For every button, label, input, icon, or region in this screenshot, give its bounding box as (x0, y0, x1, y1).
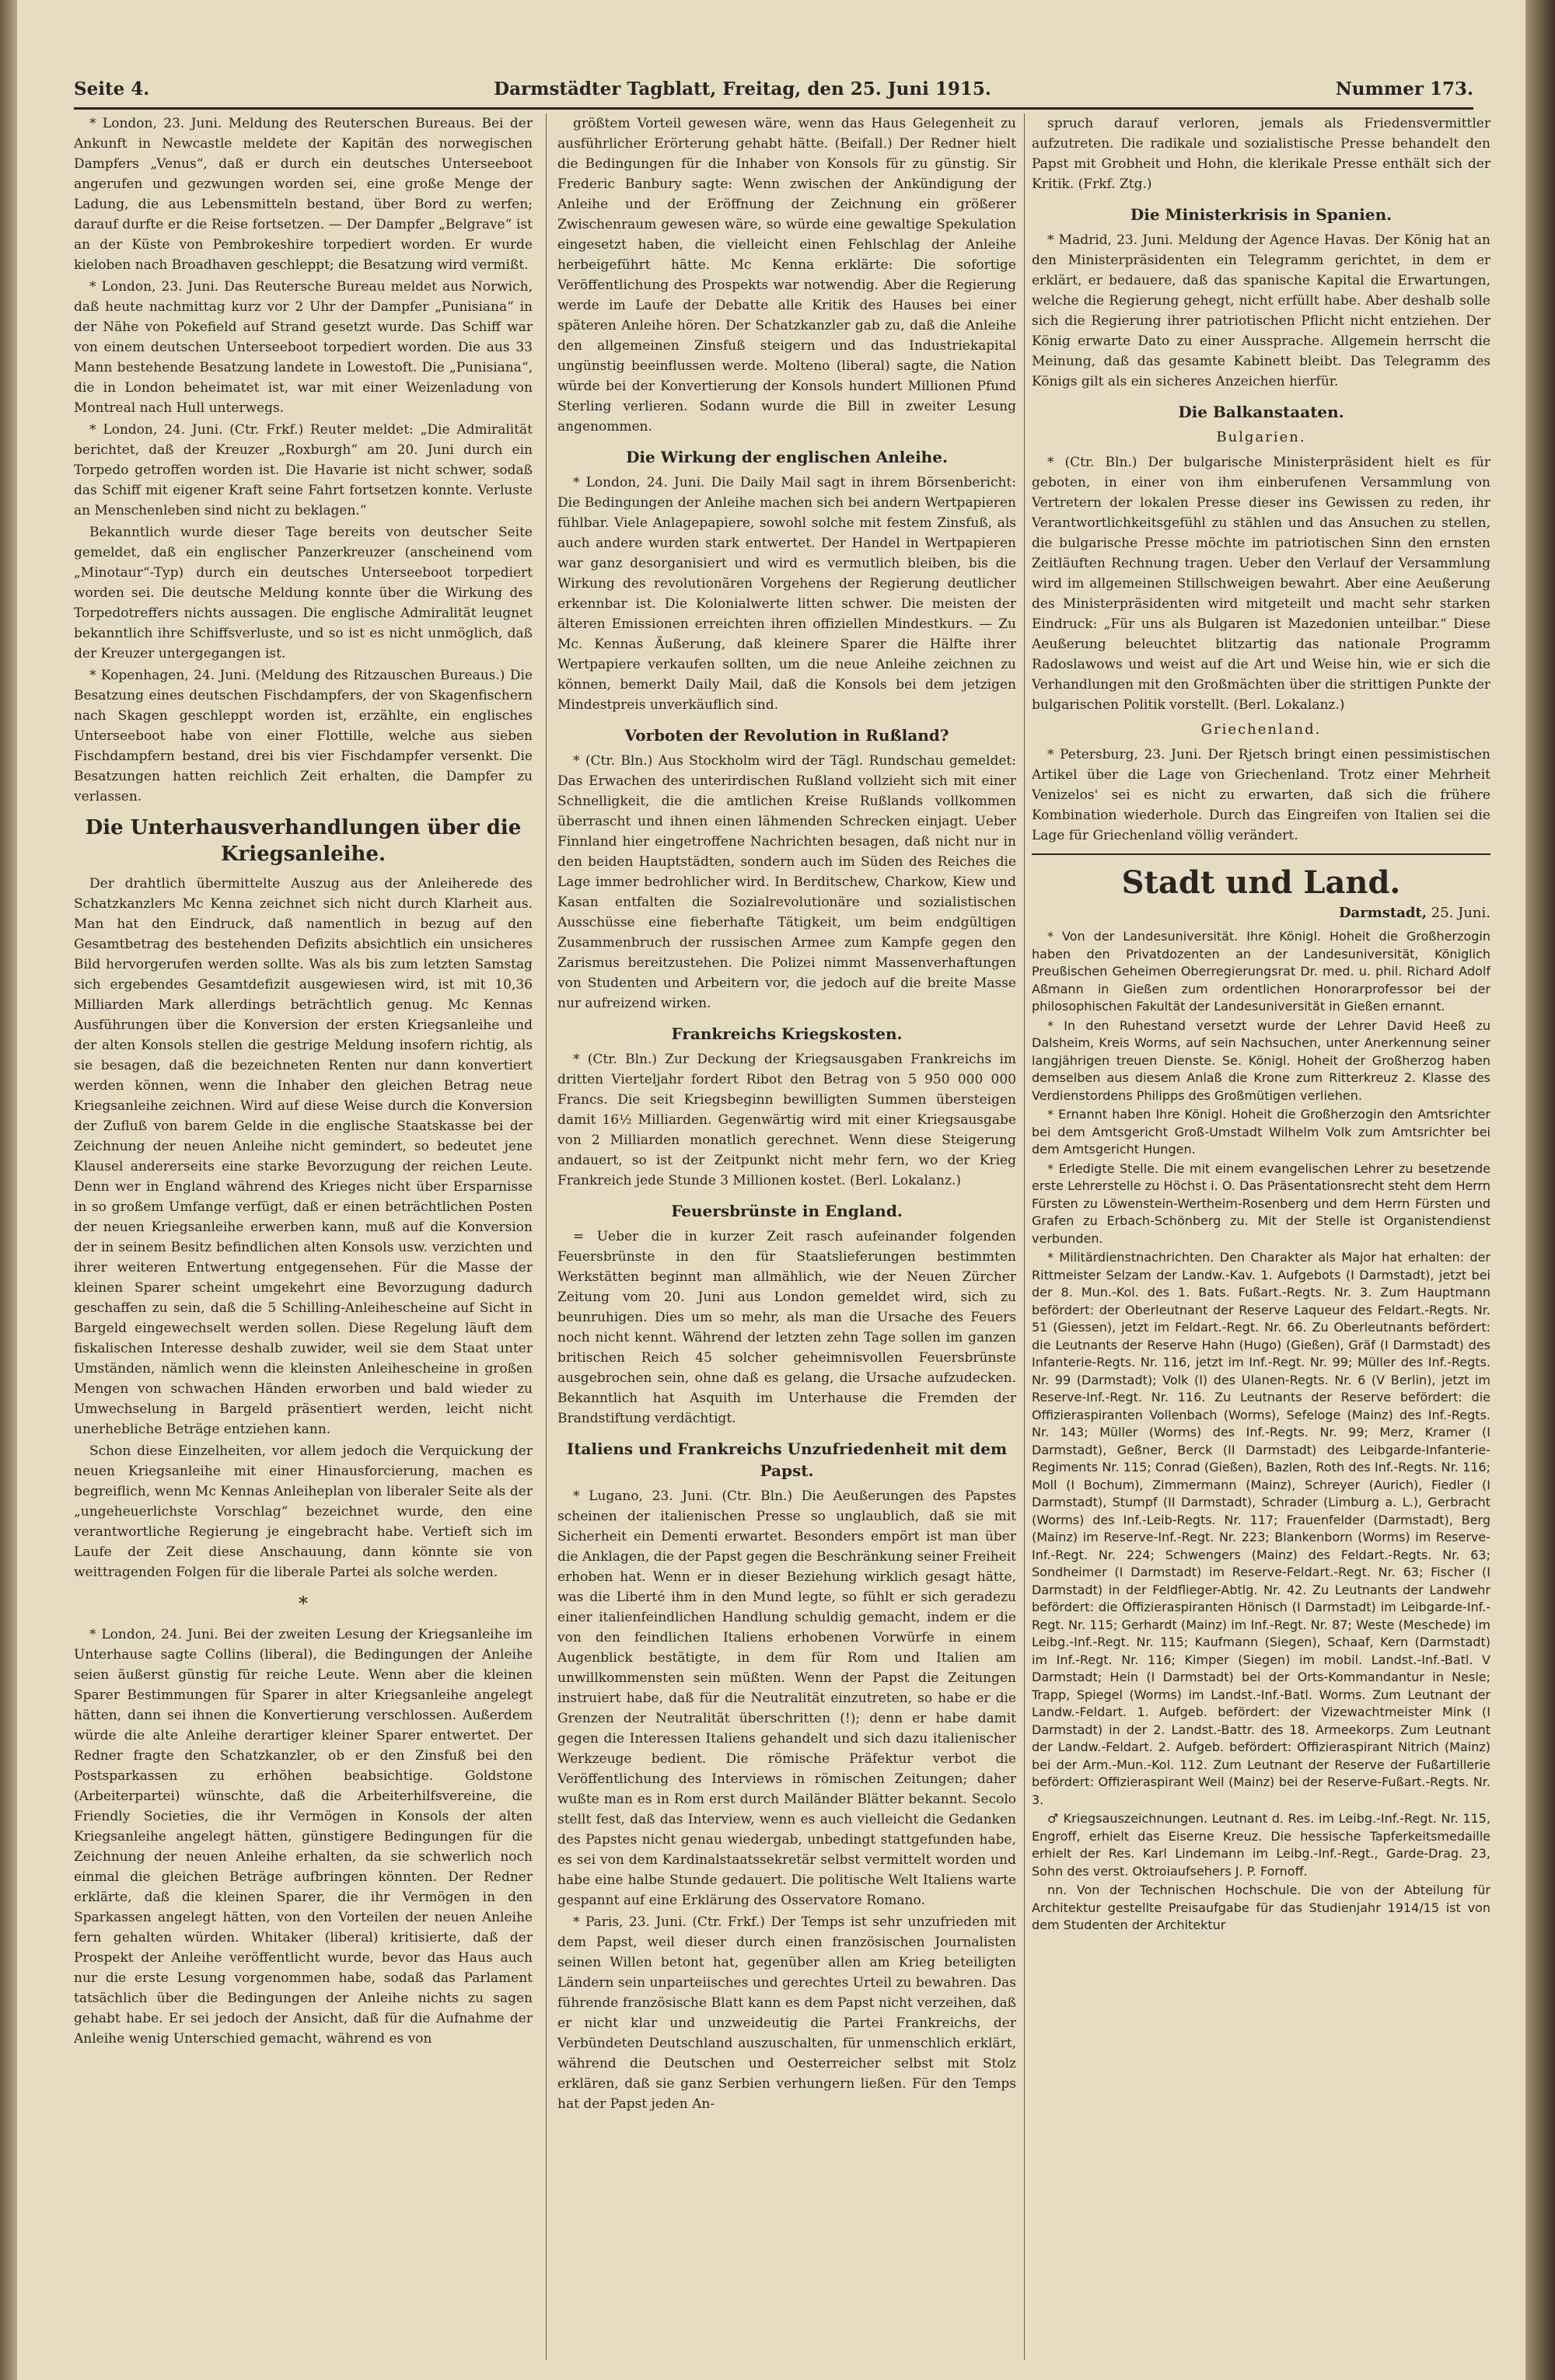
column-1 (74, 113, 533, 2368)
local-news (1032, 928, 1490, 1935)
article-paragraph: * (Ctr. Bln.) Aus Stockholm wird der Tägl. Rundschau gemeldet: Das Erwachen des unterirdischen Rußland vollzieht sich mit einer Schnelligkeit, die die amtlichen Kreise Rußlands vollkommen überrascht und ihnen einen lähmenden Schrecken einjagt. Ueber Finnland hier eingetroffene Nachrichten besagen, daß nicht nur in den beiden Hauptstädten, sondern auch im Süden des Reiches die Lage immer bedrohlicher wird. In Berditschew, Charkow, Kiew und Kasan entfalten die Sozialrevolutionäre und sozialistischen Ausschüsse eine fieberhafte Tätigkeit, um beim endgültigen Zusammenbruch der russischen Armee zum Kampfe gegen den Zarismus bereitzustehen. Die Polizei nimmt Massenverhaftungen von Studenten und Arbeitern vor, die jedoch auf die breite Masse nur aufreizend wirken. (557, 753, 1016, 1011)
column-divider (546, 113, 547, 2360)
article-paragraph: * London, 23. Juni. Das Reutersche Bureau meldet aus Norwich, daß heute nachmittag kurz vor 2 Uhr der Dampfer „Punisiana“ in der Nähe von Pokefield auf Strand gesetzt wurde. Das Schiff war von einem deutschen Unterseeboot torpediert worden. Die aus 33 Mann bestehende Besatzung landete in Lowestoft. Die „Punisiana“, die in London beheimatet ist, war mit einer Weizenladung von Montreal nach Hull unterwegs. (74, 279, 533, 416)
section-title: Stadt und Land. (1121, 864, 1401, 901)
article-paragraph: * London, 24. Juni. Bei der zweiten Lesung der Kriegsanleihe im Unterhause sagte Collins (liberal), die Bedingungen der Anleihe seien äußerst günstig für reiche Leute. Wenn aber die kleinen Sparer Bestimmungen für Sparer in alter Kriegsanleihe angelegt hätten, dann sei ihnen die Konvertierung verschlossen. Außerdem würde die alte Anleihe derartiger kleiner Sparer entwertet. Der Redner fragte den Schatzkanzler, ob er den Zinsfuß bei den Postsparkassen zu erhöhen beabsichtige. Goldstone (Arbeiterpartei) wünschte, daß die Arbeiterhilfsvereine, die Friendly Societies, die ihr Vermögen in Konsols der alten Kriegsanleihe angelegt hätten, günstigere Bedingungen für die Zeichnung der neuen Anleihe erhalten, da sie schwerlich noch einmal die gleichen Beträge aufbringen könnten. Der Redner erklärte, daß die kleinen Sparer, die ihr Vermögen in den Sparkassen angelegt hätten, von den Vorteilen der neuen Anleihe fern gehalten würden. Whitaker (liberal) kritisierte, daß der Prospekt der Anleihe veröffentlicht wurde, bevor das Haus auch nur die erste Lesung vorgenommen habe, sodaß das Parlament tatsächlich über die Bedingungen der Anleihe nichts zu sagen gehabt habe. Er sei jedoch der Ansicht, daß für die Aufnahme der Anleihe wenig Unterschied gemacht, während es von (74, 1627, 533, 2047)
article-paragraph: größtem Vorteil gewesen wäre, wenn das Haus Gelegenheit zu ausführlicher Erörterung gehabt hätte. (Beifall.) Der Redner hielt die Bedingungen für die Inhaber von Konsols für zu günstig. Sir Frederic Banbury sagte: Wenn zwischen der Ankündigung der Anleihe und der Eröffnung der Zeichnung ein größerer Zwischenraum gewesen wäre, so würde eine gewaltige Spekulation eingesetzt haben, die vielleicht einen Fehlschlag der Anleihe herbeigeführt hätte. Mc Kenna erklärte: Die sofortige Veröffentlichung des Prospekts war notwendig. Aber die Regierung werde im Laufe der Debatte alle Kritik des Hauses bei einer späteren Anleihe hören. Der Schatzkanzler gab zu, daß die Anleihe den allgemeinen Zinsfuß steigern und das Industriekapital ungünstig beeinflussen werde. Molteno (liberal) sagte, die Nation würde bei der Konvertierung der Konsols hundert Millionen Pfund Sterling verlieren. Sodann wurde die Bill in zweiter Lesung angenommen. (557, 116, 1016, 434)
section-rule (1032, 853, 1490, 855)
article-heading: Die Balkanstaaten. (1178, 403, 1344, 421)
article-paragraph: * Erledigte Stelle. Die mit einem evangelischen Lehrer zu besetzende erste Lehrerstelle zu Höchst i. O. Das Präsentationsrecht steht dem Herrn Fürsten zu Löwenstein-Wertheim-Rosenberg und dem Herrn Fürsten und Grafen zu Erbach-Schönberg zu. Mit der Stelle ist Organistendienst verbunden. (1032, 1160, 1490, 1246)
article-heading: Die Ministerkrisis in Spanien. (1130, 205, 1393, 224)
masthead-rule (74, 107, 1473, 110)
article-heading: Die Unterhausverhandlungen über die Kriegsanleihe. (85, 816, 522, 866)
article-paragraph: * Von der Landesuniversität. Ihre Königl. Hoheit die Großherzogin haben den Privatdozenten an der Landesuniversität, Königlich Preußischen Geheimen Oberregierungsrat Dr. med. u. phil. Richard Adolf Aßmann in Gießen zum ordentlichen Honorarprofessor bei der philosophischen Fakultät der Landesuniversität in Gießen ernannt. (1032, 929, 1490, 1014)
article-heading: Italiens und Frankreichs Unzufriedenheit mit dem Papst. (566, 1440, 1008, 1480)
subheading: Griechenland. (1200, 721, 1322, 738)
article-paragraph: * (Ctr. Bln.) Zur Deckung der Kriegsausgaben Frankreichs im dritten Vierteljahr fordert Ribot den Betrag von 5 950 000 000 Francs. Die seit Kriegsbeginn bewilligten Summen übersteigen damit 16½ Milliarden. Gegenwärtig wird mit einer Kriegsausgabe von 2 Milliarden monatlich gerechnet. Wenn diese Steigerung andauert, so ist der Zeitpunkt nicht mehr fern, wo der Krieg Frankreich jede Stunde 3 Millionen kostet. (Berl. Lokalanz.) (557, 1052, 1016, 1188)
subheading: Bulgarien. (1216, 429, 1306, 445)
page-binding-edge (0, 0, 17, 2380)
article-paragraph: Schon diese Einzelheiten, vor allem jedoch die Verquickung der neuen Kriegsanleihe mit einer Hinausforcierung, machen es begreiflich, wenn Mc Kennas Anleiheplan von liberaler Seite als der „ungeheuerlichste Vorschlag“ bezeichnet wurde, den eine verantwortliche Regierung je eingebracht habe. Vertieft sich im Laufe der Zeit diese Anschauung, dann könnte sie von weittragenden Folgen für die liberale Partei als solche werden. (74, 1443, 533, 1580)
column-3 (1032, 113, 1490, 2368)
article-paragraph: * Ernannt haben Ihre Königl. Hoheit die Großherzogin den Amtsrichter bei dem Amtsgericht Groß-Umstadt Wilhelm Volk zum Amtsrichter bei dem Amtsgericht Hungen. (1032, 1107, 1490, 1157)
article-heading: Die Wirkung der englischen Anleihe. (626, 448, 948, 466)
article-paragraph: * Kopenhagen, 24. Juni. (Meldung des Ritzauschen Bureaus.) Die Besatzung eines deutschen Fischdampfers, der von Skagenfischern nach Skagen geschleppt worden ist, erzählte, ein englisches Unterseeboot habe von einer Flottille, welche aus sieben Fischdampfern bestand, drei bis vier Fischdampfer versenkt. Die Besatzungen hatten reichlich Zeit erhalten, die Dampfer zu verlassen. (74, 668, 533, 804)
article-paragraph: * Petersburg, 23. Juni. Der Rjetsch bringt einen pessimistischen Artikel über die Lage von Griechenland. Trotz einer Mehrheit Venizelos' sei es nicht zu erwarten, daß sich die frühere Kombination wiederhole. Durch das Eingreifen von Italien sei die Lage für Griechenland völlig verändert. (1032, 747, 1490, 843)
dateline-date: 25. Juni. (1431, 905, 1490, 921)
masthead (74, 72, 1473, 106)
article-paragraph: * Lugano, 23. Juni. (Ctr. Bln.) Die Aeußerungen des Papstes scheinen der italienischen Presse so unglaublich, daß sie mit Sicherheit ein Dementi erwartet. Besonders empört ist man über die Anklagen, die der Papst gegen die Beschränkung seiner Freiheit erhoben hat. Wenn er in dieser Beziehung wirklich gesagt hätte, was die Liberté ihm in den Mund legte, so fühlt er sich geradezu einer italienfeindlichen Handlung schuldig gemacht, indem er die von den feindlichen Italiens erhobenen Vorwürfe in einem Augenblick bestätigte, in dem für Rom und Italien am unwillkommensten sein müßten. Wenn der Papst die Zeitungen instruiert habe, daß für die Neutralität einzutreten, so habe er die Grenzen der Neutralität überschritten (!); denn er habe damit gegen die Interessen Italiens gehandelt und sich dazu italienischer Werkzeuge bedient. Die römische Präfektur verbot die Veröffentlichung des Interviews in römischen Zeitungen; daher wußte man es in Rom erst durch Mailänder Blätter bekannt. Secolo stellt fest, daß das Interview, wenn es auch vielleicht die Gedanken des Papstes nicht genau wiedergab, unbedingt stattgefunden habe, es sei von dem Kardinalstaatssekretär selbst vermittelt worden und habe eine halbe Stunde gedauert. Die politische Welt Italiens warte gespannt auf eine Erklärung des Osservatore Romano. (557, 1488, 1016, 1908)
article-paragraph: spruch darauf verloren, jemals als Friedensvermittler aufzutreten. Die radikale und sozialistische Presse behandelt den Papst mit Grobheit und Hohn, die klerikale Presse enthält sich der Kritik. (Frkf. Ztg.) (1032, 116, 1490, 192)
article-paragraph: * Madrid, 23. Juni. Meldung der Agence Havas. Der König hat an den Ministerpräsidenten ein Telegramm gerichtet, in dem er erklärt, er bedauere, daß das spanische Kapital die Erwartungen, welche die Regierung gehegt, nicht erfüllt habe. Aber deshalb solle sich die Regierung ihrer patriotischen Pflicht nicht entziehen. Der König erwarte Dato zu einer Aussprache. Allgemein herrscht die Meinung, daß das gesamte Kabinett bleibt. Das Telegramm des Königs gilt als ein sicheres Anzeichen hierfür. (1032, 232, 1490, 389)
article-paragraph: Der drahtlich übermittelte Auszug aus der Anleiherede des Schatzkanzlers Mc Kenna zeichnet sich nicht durch Klarheit aus. Man hat den Eindruck, daß namentlich in bezug auf den Gesamtbetrag des bestehenden Defizits absichtlich ein unsicheres Bild hervorgerufen werden sollte. Was als bis zum letzten Samstag sich ergebendes Gesamtdefizit ausgewiesen wird, ist mit 10,36 Milliarden Mark allerdings beträchtlich genug. Mc Kennas Ausführungen über die Konversion der ersten Kriegsanleihe und der alten Konsols stellen die gestrige Meldung insofern richtig, als sie besagen, daß die bezeichneten Renten nur dann konvertiert werden können, wenn die Inhaber den gleichen Betrag neue Kriegsanleihe zeichnen. Wird auf diese Weise durch die Konversion der Zufluß von barem Gelde in die englische Staatskasse bei der Zeichnung der neuen Anleihe nicht gemindert, so bedeutet jene Klausel andererseits eine starke Bevorzugung der reichen Leute. Denn wer in England während des Krieges nicht über Ersparnisse in so großem Umfange verfügt, daß er einen beträchtlichen Posten der neuen Kriegsanleihe erwerben kann, muß auf die Konversion der in seinem Besitz befindlichen alten Konsols usw. verzichten und ihrer weiteren Entwertung entgegensehen. Für die Masse der kleinen Sparer scheint umgekehrt eine Bevorzugung dadurch geschaffen zu sein, daß die 5 Schilling-Anleihescheine auf Sicht in Bargeld eingewechselt werden sollen. Diese Regelung läuft dem fiskalischen Interesse deshalb zuwider, weil sie dem Staat unter Umständen, nämlich wenn die kleinsten Anleihescheine in großen Mengen von schwachen Händen erworben und bald wieder zu Umwechselung in Bargeld präsentiert werden, leicht nicht unerhebliche Beträge entziehen kann. (74, 876, 533, 1437)
article-paragraph: * In den Ruhestand versetzt wurde der Lehrer David Heeß zu Dalsheim, Kreis Worms, auf sein Nachsuchen, unter Anerkennung seiner langjährigen treuen Dienste. Se. Königl. Hoheit der Großherzog haben demselben aus diesem Anlaß die Krone zum Ritterkreuz 2. Klasse des Verdienstordens Philipps des Großmütigen verliehen. (1032, 1017, 1490, 1103)
article-paragraph: * London, 24. Juni. (Ctr. Frkf.) Reuter meldet: „Die Admiralität berichtet, daß der Kreuzer „Roxburgh“ am 20. Juni durch ein Torpedo getroffen worden ist. Die Havarie ist nicht schwer, sodaß das Schiff mit eigener Kraft seine Fahrt fortsetzen konnte. Verluste an Menschenleben sind nicht zu beklagen.“ (74, 422, 533, 518)
page-outer-edge (1525, 0, 1555, 2380)
article-paragraph: ♂ Kriegsauszeichnungen. Leutnant d. Res. im Leibg.-Inf.-Regt. Nr. 115, Engroff, erhielt das Eiserne Kreuz. Die hessische Tapferkeitsmedaille erhielt der Res. Karl Lindemann im Leibg.-Inf.-Regt., Garde-Drag. 23, Sohn des verst. Oktroiaufsehers J. P. Fornoff. (1032, 1811, 1490, 1879)
dateline (1032, 903, 1490, 923)
article-paragraph: = Ueber die in kurzer Zeit rasch aufeinander folgenden Feuersbrünste in den für Staatslieferungen bestimmten Werkstätten beginnt man allmählich, wie der Neuen Zürcher Zeitung vom 20. Juni aus London gemeldet wird, sich zu beunruhigen. Dies um so mehr, als man die Ursache des Feuers noch nicht kennt. Während der letzten zehn Tage sollen im ganzen britischen Reich 45 solcher geheimnisvollen Feuersbrünste ausgebrochen sein, ohne daß es gelang, die Ursache aufzudecken. Bekanntlich hat Asquith im Unterhause die Fremden der Brandstiftung verdächtigt. (557, 1229, 1016, 1426)
page-number: Seite 4. (74, 78, 150, 99)
article-heading: Feuersbrünste in England. (671, 1202, 903, 1220)
article-paragraph: nn. Von der Technischen Hochschule. Die von der Abteilung für Architektur gestellte Preisaufgabe für das Studienjahr 1914/15 ist von dem Studenten der Architektur (1032, 1883, 1490, 1932)
column-2 (557, 113, 1016, 2368)
article-heading: Vorboten der Revolution in Rußland? (624, 726, 949, 745)
article-heading: Frankreichs Kriegskosten. (671, 1024, 903, 1043)
newspaper-title: Darmstädter Tagblatt, Freitag, den 25. Juni 1915. (494, 78, 991, 99)
column-divider (1024, 113, 1025, 2360)
issue-number: Nummer 173. (1335, 78, 1473, 99)
article-paragraph: * Paris, 23. Juni. (Ctr. Frkf.) Der Temps ist sehr unzufrieden mit dem Papst, weil dieser durch einen französischen Journalisten seinen Willen betont hat, gegenüber allen am Krieg beteiligten Ländern sein unparteiisches und gerechtes Urteil zu bewahren. Das führende französische Blatt kann es dem Papst nicht verzeihen, daß er nicht klar und unzweideutig die Partei Frankreichs, der Verbündeten Deutschland auszuschalten, für unmenschlich erklärt, während die Deutschen und Oesterreicher selbst mit Stolz erklären, daß sie ganz Serbien verhungern ließen. Für den Temps hat der Papst jeden An- (557, 1914, 1016, 2112)
dateline-place: Darmstadt, (1338, 905, 1427, 921)
article-paragraph: * Militärdienstnachrichten. Den Charakter als Major hat erhalten: der Rittmeister Selzam der Landw.-Kav. 1. Aufgebots (I Darmstadt), jetzt bei der 8. Mun.-Kol. des 1. Bats. Fußart.-Regts. Nr. 3. Zum Hauptmann befördert: der Oberleutnant der Reserve Laqueur des Feldart.-Regts. Nr. 51 (Giessen), jetzt im Feldart.-Regt. Nr. 66. Zu Oberleutnants befördert: die Leutnants der Reserve Hahn (Hugo) (Gießen), Gräf (I Darmstadt) des Infanterie-Regts. Nr. 116, jetzt im Inf.-Regt. Nr. 99; Müller des Inf.-Regts. Nr. 99 (Darmstadt); Volk (I) des Ulanen-Regts. Nr. 6 (V Berlin), jetzt im Reserve-Inf.-Regt. Nr. 116. Zu Leutnants der Reserve befördert: die Offizieraspiranten Vollenbach (Worms), Sefeloge (Mainz) des Inf.-Regts. Nr. 143; Müller (Worms) des Inf.-Regts. Nr. 99; Merz, Kramer (I Darmstadt), Geßner, Berck (II Darmstadt) des Leibgarde-Infanterie-Regiments Nr. 115; Conrad (Gießen), Bazlen, Roth des Inf.-Regts. Nr. 116; Moll (I Bochum), Zimmermann (Mainz), Schreyer (Aurich), Fiedler (I Darmstadt), Stumpf (II Darmstadt), Schrader (Limburg a. L.), Gerbracht (Worms) des Inf.-Leib-Regts. Nr. 117; Frauenfelder (Darmstadt), Berg (Mainz) im Reserve-Inf.-Regt. Nr. 223; Blankenborn (Worms) im Reserve-Inf.-Regt. Nr. 224; Schwengers (Mainz) des Feldart.-Regts. Nr. 63; Sondheimer (I Darmstadt) im Reserve-Feldart.-Regt. Nr. 63; Fischer (I Darmstadt) in der Feldflieger-Abtlg. Nr. 42. Zu Leutnants der Landwehr befördert: die Offizieraspiranten Hönisch (I Darmstadt) im Leibgarde-Inf.-Regt. Nr. 115; Gerhardt (Mainz) im Inf.-Regt. Nr. 87; Weste (Meschede) im Leibg.-Inf.-Regt. Nr. 115; Kaufmann (Siegen), Schaaf, Kern (Darmstadt) im Inf.-Regt. Nr. 116; Kimper (Siegen) im mobil. Landst.-Inf.-Batl. V Darmstadt; Hein (I Darmstadt) bei der Orts-Kommandantur in Nesle; Trapp, Spiegel (Worms) im Landst.-Inf.-Batl. Worms. Zum Leutnant der Landw.-Feldart. 1. Aufgeb. befördert: der Vizewachtmeister Mink (I Darmstadt) in der 2. Landst.-Battr. des 18. Armeekorps. Zum Leutnant der Landw.-Feldart. 2. Aufgeb. befördert: Offizieraspirant Nitrich (Mainz) bei der Arm.-Mun.-Kol. 112. Zum Leutnant der Reserve der Fußartillerie befördert: Offizieraspirant Weil (Mainz) bei der Reserve-Fußart.-Regts. Nr. 3. (1032, 1250, 1490, 1807)
article-paragraph: * (Ctr. Bln.) Der bulgarische Ministerpräsident hielt es für geboten, in einer von ihm einberufenen Versammlung von Vertretern der lokalen Presse dieser ins Gewissen zu reden, ihr Verantwortlichkeitsgefühl zu stählen und das Ansuchen zu stellen, die bulgarische Presse möchte im patriotischen Sinn den ernsten Zeitläuften Rechnung tragen. Ueber den Verlauf der Versammlung wird im allgemeinen Stillschweigen bewahrt. Aber eine Aeußerung des Ministerpräsidenten wird mitgeteilt und macht sehr starken Eindruck: „Für uns als Bulgaren ist Mazedonien unteilbar.“ Diese Aeußerung beleuchtet blitzartig das nationale Programm Radoslawows und weist auf die Art und Weise hin, wie er sich die Verhandlungen mit den Großmächten über die strittigen Punkte der bulgarischen Politik vorstellt. (Berl. Lokalanz.) (1032, 455, 1490, 713)
section-separator-star: * (299, 1593, 308, 1614)
article-paragraph: Bekanntlich wurde dieser Tage bereits von deutscher Seite gemeldet, daß ein englischer Panzerkreuzer (anscheinend vom „Minotaur“-Typ) durch ein deutsches Unterseeboot torpediert worden sei. Die deutsche Meldung konnte über die Wirkung des Torpedotreffers nichts aussagen. Die englische Admiralität leugnet bekanntlich ihre Schiffsverluste, und so ist es nicht unmöglich, daß der Kreuzer untergegangen ist. (74, 525, 533, 661)
article-paragraph: * London, 24. Juni. Die Daily Mail sagt in ihrem Börsenbericht: Die Bedingungen der Anleihe machen sich bei andern Wertpapieren fühlbar. Viele Anlagepapiere, sowohl solche mit festem Zinsfuß, als auch andere wurden stark entwertet. Der Handel in Wertpapieren war ganz desorganisiert und wird es vermutlich bleiben, bis die Wirkung des revolutionären Vorgehens der Regierung deutlicher erkennbar ist. Die Kolonialwerte litten schwer. Die meisten der älteren Emissionen erreichten ihren offiziellen Mindestkurs. — Zu Mc. Kennas Äußerung, daß kleinere Sparer die Hälfte ihrer Wertpapiere verkaufen sollten, um die neue Anleihe zeichnen zu können, bemerkt Daily Mail, daß die Konsols bei dem jetzigen Mindestpreis unverkäuflich sind. (557, 475, 1016, 713)
article-paragraph: * London, 23. Juni. Meldung des Reuterschen Bureaus. Bei der Ankunft in Newcastle meldete der Kapitän des norwegischen Dampfers „Venus“, daß er durch ein deutsches Unterseeboot angerufen und gezwungen worden sei, eine große Menge der Ladung, die aus Lebensmitteln bestand, über Bord zu werfen; darauf durfte er die Reise fortsetzen. — Der Dampfer „Belgrave“ ist an der Küste von Pembrokeshire torpediert worden. Er wurde kieloben nach Broadhaven geschleppt; die Besatzung wird vermißt. (74, 116, 533, 273)
